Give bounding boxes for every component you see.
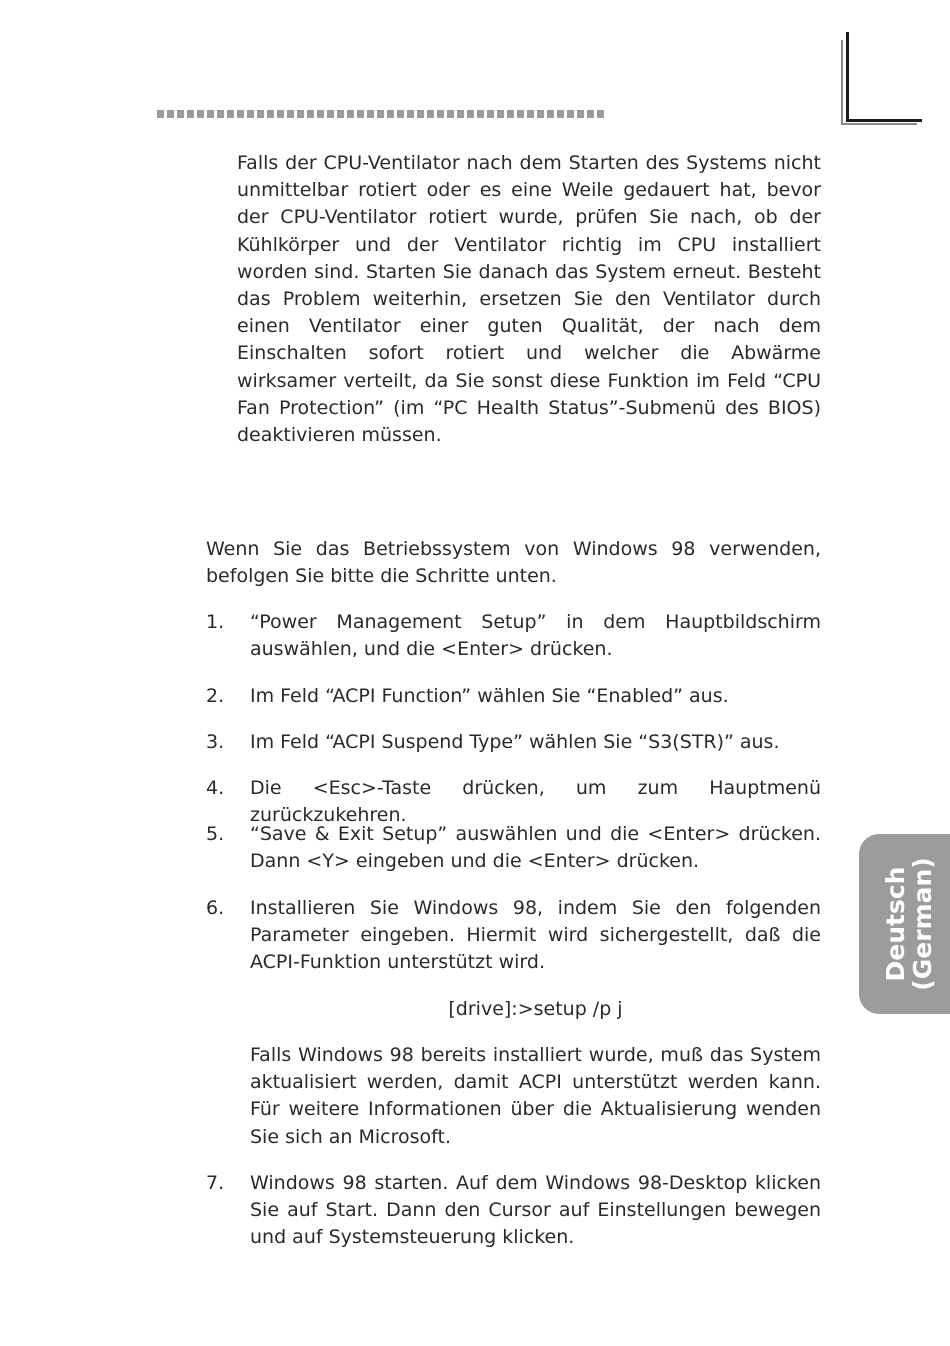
header-dot: [517, 110, 524, 118]
header-dot: [507, 110, 514, 118]
header-dot: [187, 110, 194, 118]
step-text: Windows 98 starten. Auf dem Windows 98-Desktop klicken Sie auf Start. Dann den Cursor auf Einstellungen bewegen und auf Systemsteuerung klicken.: [250, 1172, 821, 1249]
header-dot: [387, 110, 394, 118]
corner-mark-shadow-vertical: [841, 40, 843, 124]
step-number: 5.: [206, 823, 225, 845]
header-dot: [577, 110, 584, 118]
header-dot: [407, 110, 414, 118]
step-text: Die <Esc>-Taste drücken, um zum Hauptmenü zurückzukehren.: [250, 777, 821, 827]
step-number: 7.: [206, 1172, 225, 1194]
step-text: Im Feld “ACPI Suspend Type” wählen Sie “S3(STR)” aus.: [250, 731, 780, 753]
header-dot: [497, 110, 504, 118]
step-item: [206, 683, 821, 710]
header-dot: [357, 110, 364, 118]
header-dot: [157, 110, 164, 118]
setup-command: [drive]:>setup /p j: [448, 998, 623, 1020]
header-dot: [397, 110, 404, 118]
corner-mark-vertical: [846, 32, 849, 122]
step-item: [206, 609, 821, 663]
header-dot: [327, 110, 334, 118]
header-dot: [487, 110, 494, 118]
header-dot: [207, 110, 214, 118]
step-number: 1.: [206, 611, 225, 633]
header-dot: [167, 110, 174, 118]
header-dot: [267, 110, 274, 118]
header-dot: [377, 110, 384, 118]
step-text: “Power Management Setup” in dem Hauptbildschirm auswählen, und die <Enter> drücken.: [250, 611, 821, 661]
step-item: [206, 821, 821, 875]
language-side-tab: [859, 834, 950, 1014]
header-dot: [237, 110, 244, 118]
header-dot: [467, 110, 474, 118]
header-dot: [247, 110, 254, 118]
corner-mark-shadow-horizontal: [841, 123, 917, 125]
language-tab-label: [882, 857, 936, 990]
header-dot: [297, 110, 304, 118]
header-dot: [447, 110, 454, 118]
header-dot: [287, 110, 294, 118]
header-dot: [527, 110, 534, 118]
step-text: Im Feld “ACPI Function” wählen Sie “Enabled” aus.: [250, 685, 729, 707]
step-number: 4.: [206, 777, 225, 799]
header-dot: [477, 110, 484, 118]
step-item: [206, 1170, 821, 1252]
dotted-header-rule: [157, 110, 607, 119]
step-number: 3.: [206, 731, 225, 753]
header-dot: [457, 110, 464, 118]
step-number: 6.: [206, 897, 225, 919]
header-dot: [547, 110, 554, 118]
header-dot: [587, 110, 594, 118]
header-dot: [557, 110, 564, 118]
header-dot: [367, 110, 374, 118]
cpu-fan-note-paragraph: Falls der CPU-Ventilator nach dem Starten des Systems nicht unmittelbar rotiert oder es eine Weile gedauert hat, bevor der CPU-Ventilator rotiert wurde, prüfen Sie nach, ob der Kühlkörper und der Ventilator richtig im CPU installiert worden sind. Starten Sie danach das System erneut. Besteht das Problem weiterhin, ersetzen Sie den Ventilator durch einen Ventilator einer guten Qualität, der nach dem Einschalten sofort rotiert und welcher die Abwärme wirksamer verteilt, da Sie sonst diese Funktion im Feld “CPU Fan Protection” (im “PC Health Status”-Submenü des BIOS) deaktivieren müssen.: [237, 152, 821, 447]
header-dot: [307, 110, 314, 118]
header-dot: [177, 110, 184, 118]
intro-paragraph: Wenn Sie das Betriebssystem von Windows 98 verwenden, befolgen Sie bitte die Schritte unten.: [206, 538, 821, 588]
header-dot: [417, 110, 424, 118]
header-dot: [597, 110, 604, 118]
update-note-paragraph: Falls Windows 98 bereits installiert wurde, muß das System aktualisiert werden, damit ACPI unterstützt werden kann. Für weitere Informationen über die Aktualisierung wenden Sie sich an Microsoft.: [250, 1044, 821, 1148]
header-dot: [337, 110, 344, 118]
header-dot: [347, 110, 354, 118]
header-dot: [197, 110, 204, 118]
header-dot: [537, 110, 544, 118]
language-tab-line1: Deutsch: [881, 866, 910, 982]
header-dot: [567, 110, 574, 118]
header-dot: [437, 110, 444, 118]
header-dot: [257, 110, 264, 118]
header-dot: [277, 110, 284, 118]
header-dot: [227, 110, 234, 118]
step-text: Installieren Sie Windows 98, indem Sie den folgenden Parameter eingeben. Hiermit wird sichergestellt, daß die ACPI-Funktion unterstützt wird.: [250, 897, 821, 974]
header-dot: [427, 110, 434, 118]
header-dot: [217, 110, 224, 118]
step-item: [206, 895, 821, 977]
step-item: [206, 729, 821, 756]
step-number: 2.: [206, 685, 225, 707]
header-dot: [317, 110, 324, 118]
language-tab-line2: (German): [908, 857, 937, 991]
step-text: “Save & Exit Setup” auswählen und die <Enter> drücken. Dann <Y> eingeben und die <Enter> drücken.: [250, 823, 821, 873]
corner-mark-horizontal: [846, 119, 922, 122]
